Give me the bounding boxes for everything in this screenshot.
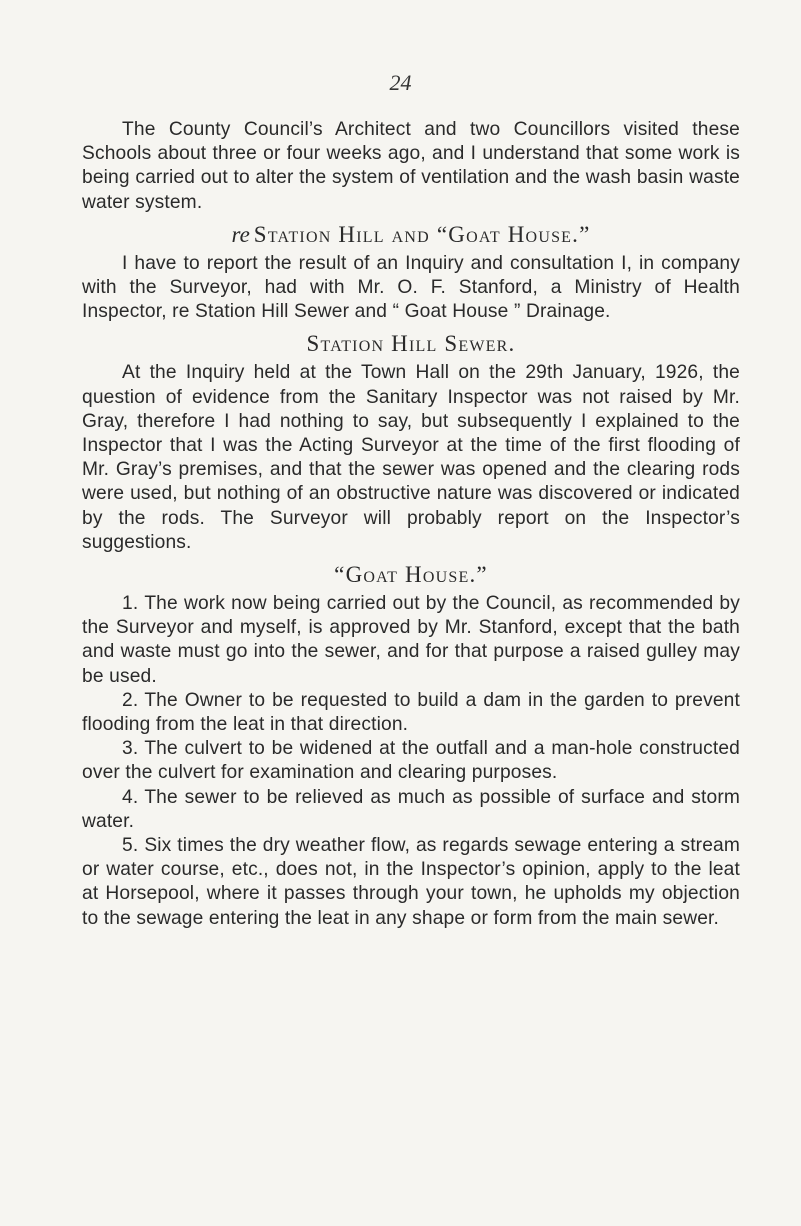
- list-item-text: The culvert to be widened at the outfall and a man-hole constructed over the culvert for examination and clearing purposes.: [82, 738, 740, 784]
- list-item-text: The sewer to be relieved as much as possible of surface and storm water.: [82, 786, 740, 832]
- list-item-number: 4.: [122, 786, 139, 808]
- list-item-text: The work now being carried out by the Council, as recommended by the Surveyor and myself, is approved by Mr. Stanford, except that the bath and waste must go into the sewer, and for that purpose a raised gulley may be used.: [82, 593, 740, 687]
- station-hill-paragraph: At the Inquiry held at the Town Hall on the 29th January, 1926, the question of evidence from the Sanitary Inspector was not raised by Mr. Gray, therefore I had nothing to say, but subsequently I explained to the Inspector that I was the Acting Surveyor at the time of the first flooding of Mr. Gray’s premises, and that the sewer was opened and the clearing rods were used, but nothing of an obstructive nature was discovered or indicated by the rods. The Surveyor will probably report on the Inspector’s suggestions.: [82, 362, 740, 553]
- heading-text: Station Hill and “Goat House.”: [253, 221, 591, 247]
- heading-prefix: re: [231, 221, 250, 247]
- heading-station-hill-goat-house: [82, 221, 740, 249]
- list-item-number: 5.: [122, 835, 139, 857]
- intro-paragraph: The County Council’s Architect and two Councillors visited these Schools about three or four weeks ago, and I understand that some work is being carried out to alter the system of ventilation and the wash basin waste water system.: [82, 119, 740, 213]
- list-item-number: 2.: [122, 689, 139, 711]
- heading-goat-house: “Goat House.”: [334, 562, 488, 588]
- list-item: [82, 592, 740, 689]
- heading-station-hill-sewer: Station Hill Sewer.: [306, 331, 516, 357]
- page-number: 24: [389, 70, 412, 95]
- list-item-number: 3.: [122, 738, 139, 760]
- list-item-text: The Owner to be requested to build a dam in the garden to prevent flooding from the leat in that direction.: [82, 689, 740, 736]
- list-item: [82, 689, 740, 737]
- list-item: [82, 834, 740, 931]
- list-item-number: 1.: [122, 593, 139, 615]
- list-item: [82, 737, 740, 785]
- inquiry-paragraph: I have to report the result of an Inquiry and consultation I, in company with the Surveyor, had with Mr. O. F. Stanford, a Ministry of Health Inspector, re Station Hill Sewer and “ Goat House ” Drainage.: [82, 252, 740, 323]
- list-item-text: Six times the dry weather flow, as regards sewage entering a stream or water course, etc., does not, in the Inspector’s opinion, apply to the leat at Horsepool, where it passes through your town, he upholds my objection to the sewage entering the leat in any shape or form from the main sewer.: [82, 835, 740, 929]
- list-item: [82, 786, 740, 834]
- document-body: [82, 118, 740, 931]
